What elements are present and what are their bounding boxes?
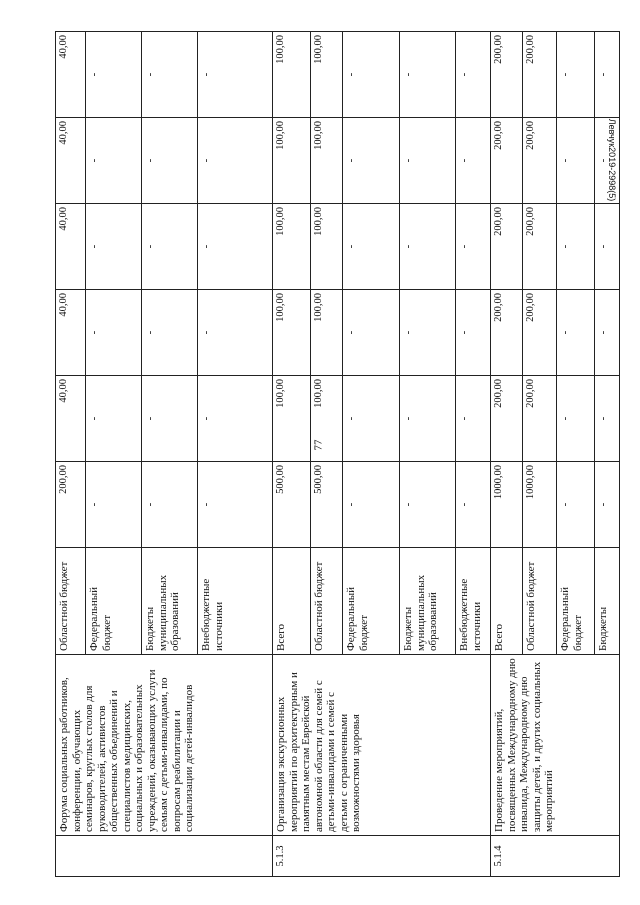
amount-cell: 200,00 [491,290,523,376]
amount-cell: 40,00 [56,376,86,462]
amount-cell: - [343,204,400,290]
amount-cell: - [343,376,400,462]
amount-cell: 100,00 [273,376,311,462]
table-row [273,32,311,877]
amount-cell: - [595,462,620,548]
amount-cell: - [595,290,620,376]
amount-cell: - [400,118,456,204]
table-row [491,32,523,877]
item-code-cell [56,836,273,877]
amount-cell: 1000,00 [491,462,523,548]
amount-cell: - [198,32,273,118]
amount-cell: - [456,118,491,204]
amount-cell: - [86,376,142,462]
amount-cell: - [595,204,620,290]
amount-cell: - [86,118,142,204]
amount-cell: - [456,462,491,548]
amount-cell: - [142,118,198,204]
amount-cell: 200,00 [523,118,557,204]
budget-table-body [56,32,620,877]
amount-cell: - [400,290,456,376]
amount-cell: - [595,376,620,462]
amount-cell: 500,00 [273,462,311,548]
amount-cell: - [456,376,491,462]
amount-cell: - [557,462,595,548]
amount-cell: 200,00 [523,290,557,376]
item-name-cell: Проведение мероприятий, посвященных Международному дню инвалида, Международному дню защиты детей, и других социальных мероприятий [491,655,620,836]
amount-cell: 200,00 [523,376,557,462]
amount-cell: 100,00 [311,204,343,290]
item-name-cell: Организация экскурсионных мероприятий по архитектурным и памятным местам Еврейской автономной области для семей с детьми-инвалидами и семей с детьми с ограниченными возможностями здоровья [273,655,491,836]
funding-source-cell: Всего [491,548,523,655]
amount-cell: - [142,462,198,548]
amount-cell: 40,00 [56,290,86,376]
funding-source-cell: Внебюджетные источники [198,548,273,655]
amount-cell: 200,00 [491,376,523,462]
amount-cell: - [86,32,142,118]
amount-cell: - [198,376,273,462]
amount-cell: - [595,32,620,118]
amount-cell: - [557,32,595,118]
amount-cell: - [198,462,273,548]
amount-cell: - [343,462,400,548]
amount-cell: - [557,376,595,462]
amount-cell: 200,00 [56,462,86,548]
amount-cell: 200,00 [491,32,523,118]
funding-source-cell: Областной бюджет [56,548,86,655]
funding-source-cell: Бюджеты [595,548,620,655]
item-name-cell: Форума социальных работников, конференции, обучающих семинаров, круглых столов для руководителей, активистов общественных объединений и специалистов медицинских, социальных и образовательных учреждений, оказывающих услуги семьям с детьми-инвалидами, по вопросам реабилитации и социализации детей-инвалидов [56,655,273,836]
budget-table [55,31,620,877]
funding-source-cell: Областной бюджет [311,548,343,655]
table-row [56,32,86,877]
amount-cell: - [142,290,198,376]
funding-source-cell: Бюджеты муниципальных образований [400,548,456,655]
amount-cell: 100,00 [273,204,311,290]
amount-cell: 100,00 [273,32,311,118]
amount-cell: - [456,290,491,376]
amount-cell: - [400,204,456,290]
funding-source-cell: Областной бюджет [523,548,557,655]
amount-cell: - [595,118,620,204]
rotated-table-area [55,34,609,877]
amount-cell: - [400,376,456,462]
item-code-cell: 5.1.4 [491,836,620,877]
rotated-table-container [55,34,609,877]
amount-cell: 100,00 [311,32,343,118]
amount-cell: - [400,32,456,118]
item-code-cell: 5.1.3 [273,836,491,877]
funding-source-cell: Внебюджетные источники [456,548,491,655]
amount-cell: - [142,376,198,462]
amount-cell: 200,00 [491,204,523,290]
amount-cell: - [86,462,142,548]
funding-source-cell: Федеральный бюджет [557,548,595,655]
amount-cell: - [456,204,491,290]
amount-cell: - [198,204,273,290]
amount-cell: 500,00 [311,462,343,548]
amount-cell: - [198,118,273,204]
amount-cell: - [142,32,198,118]
amount-cell: 100,00 [273,118,311,204]
page-number-text: 77 [312,439,324,451]
amount-cell: - [343,118,400,204]
amount-cell: - [557,290,595,376]
amount-cell: - [400,462,456,548]
amount-cell: - [86,204,142,290]
amount-cell: - [86,290,142,376]
amount-cell: 200,00 [523,32,557,118]
amount-cell: - [142,204,198,290]
amount-cell: - [456,32,491,118]
amount-cell: - [343,32,400,118]
amount-cell: - [343,290,400,376]
amount-cell: 200,00 [491,118,523,204]
amount-cell: 100,00 [311,290,343,376]
funding-source-cell: Федеральный бюджет [86,548,142,655]
amount-cell: 40,00 [56,118,86,204]
amount-cell: 100,00 [273,290,311,376]
amount-cell: 40,00 [56,204,86,290]
amount-cell: - [557,118,595,204]
amount-cell: 100,00 [311,118,343,204]
funding-source-cell: Федеральный бюджет [343,548,400,655]
funding-source-cell: Всего [273,548,311,655]
amount-cell: 40,00 [56,32,86,118]
amount-cell: 200,00 [523,204,557,290]
amount-cell: - [198,290,273,376]
funding-source-cell: Бюджеты муниципальных образований [142,548,198,655]
amount-cell: 100,00 [311,376,343,462]
amount-cell: 1000,00 [523,462,557,548]
document-stamp-text: Левчук2019-2998(5) [607,118,617,202]
amount-cell: - [557,204,595,290]
